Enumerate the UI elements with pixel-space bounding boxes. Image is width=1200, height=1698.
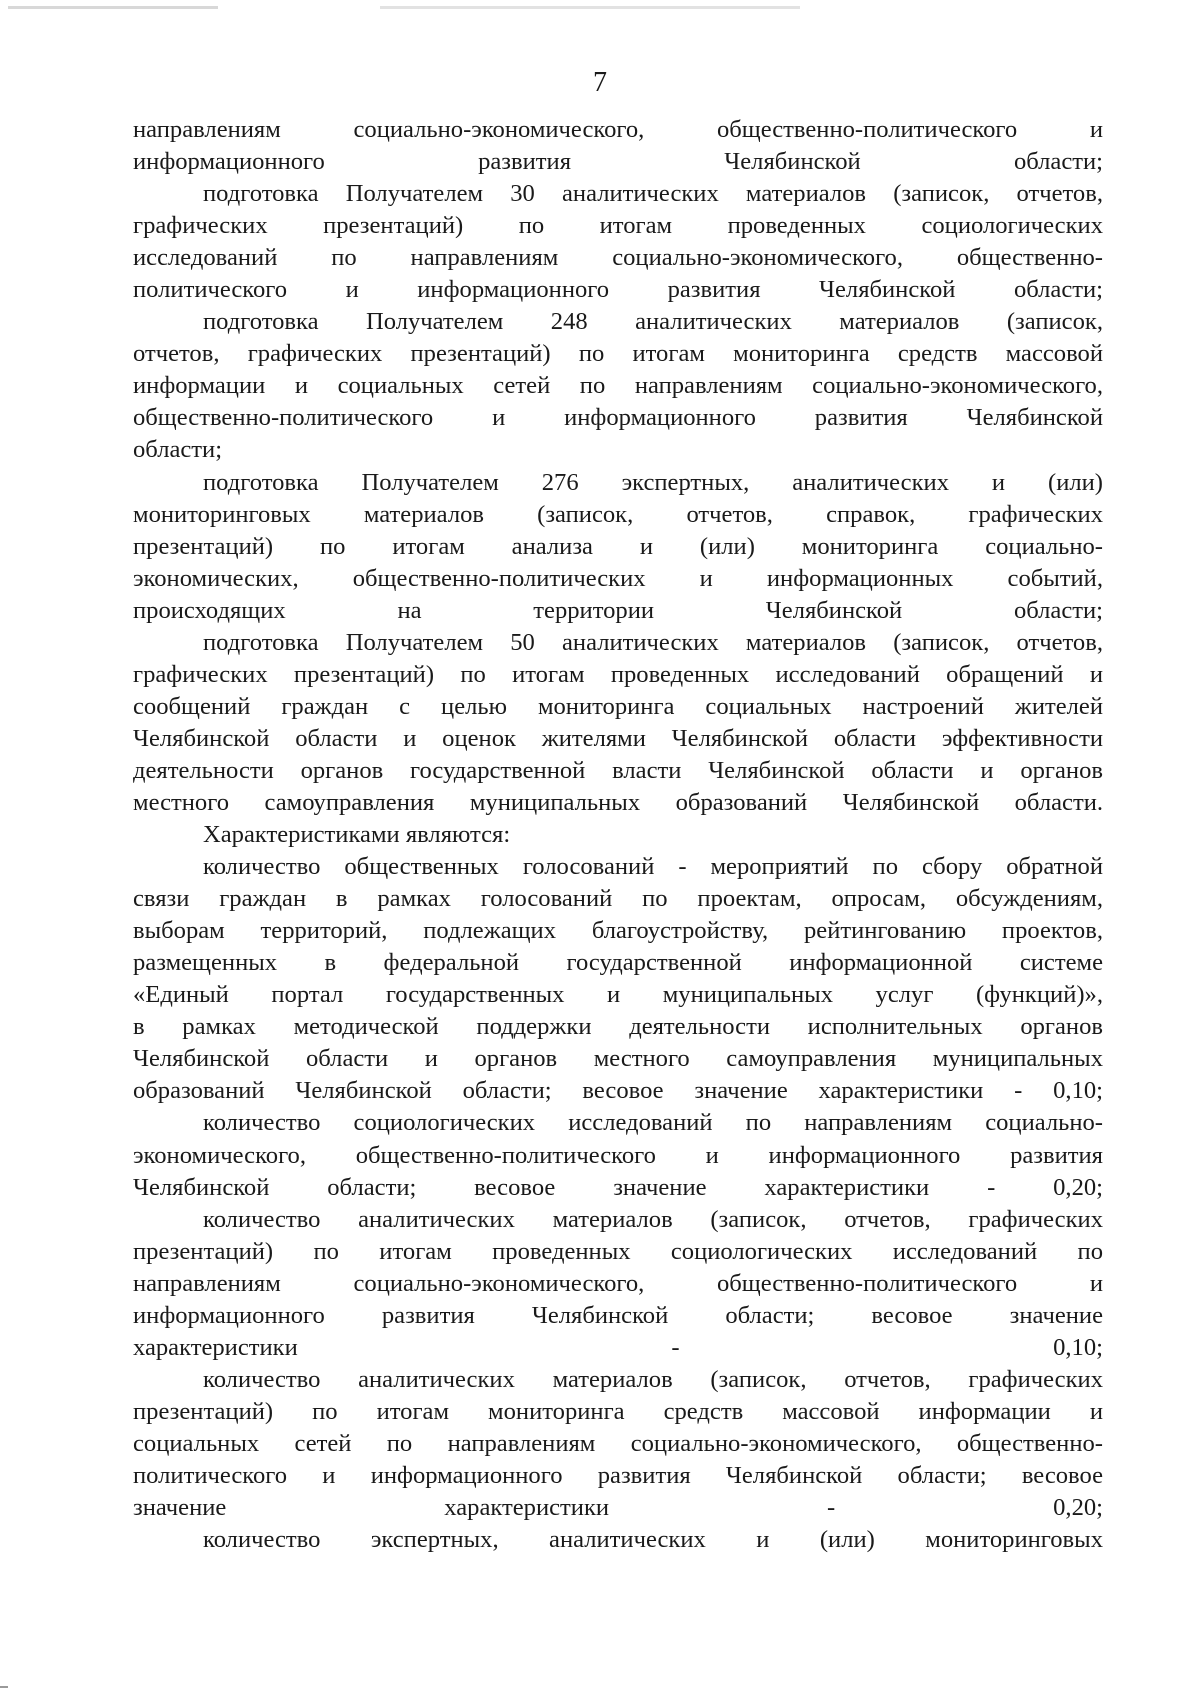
paragraph-continuation [133, 114, 1103, 178]
text-line: подготовка Получателем 248 аналитических материалов (записок, [203, 308, 1103, 336]
text-line: количество социологических исследований по направлениям социально- [203, 1109, 1103, 1137]
text-line: деятельности органов государственной власти Челябинской области и органов [133, 756, 1103, 784]
text-line: количество общественных голосований - мероприятий по сбору обратной [203, 853, 1103, 881]
paragraph-characteristic-expert-materials [133, 1524, 1103, 1556]
text-line: общественно-политического и информационного развития Челябинской [133, 404, 1103, 432]
paragraph-characteristics-heading [133, 819, 1103, 851]
text-line: Характеристиками являются: [203, 821, 511, 849]
text-line: размещенных в федеральной государственной информационной системе [133, 949, 1103, 977]
text-line: графических презентаций) по итогам проведенных социологических [133, 212, 1103, 240]
paragraph-characteristic-votes [133, 851, 1103, 1107]
text-line: области; [133, 436, 223, 464]
text-line: «Единый портал государственных и муниципальных услуг (функций)», [133, 981, 1103, 1009]
text-line: Челябинской области; весовое значение характеристики - 0,20; [133, 1173, 1103, 1201]
text-line: экономического, общественно-политического и информационного развития [133, 1141, 1103, 1169]
paragraph-item-50-materials [133, 627, 1103, 819]
paragraph-characteristic-research-materials [133, 1204, 1103, 1364]
scan-artifact [0, 1686, 8, 1688]
text-line: в рамках методической поддержки деятельности исполнительных органов [133, 1013, 1103, 1041]
paragraph-characteristic-media-materials [133, 1364, 1103, 1524]
text-line: презентаций) по итогам проведенных социологических исследований по [133, 1237, 1103, 1265]
text-line: образований Челябинской области; весовое значение характеристики - 0,10; [133, 1077, 1103, 1105]
paragraph-characteristic-research [133, 1107, 1103, 1203]
text-line: количество экспертных, аналитических и (или) мониторинговых [203, 1526, 1103, 1554]
paragraph-item-30-materials [133, 178, 1103, 306]
text-line: информации и социальных сетей по направлениям социально-экономического, [133, 372, 1103, 400]
text-line: подготовка Получателем 276 экспертных, аналитических и (или) [203, 468, 1103, 496]
text-line: Челябинской области и органов местного самоуправления муниципальных [133, 1045, 1103, 1073]
paragraph-item-248-materials [133, 306, 1103, 466]
text-line: презентаций) по итогам анализа и (или) мониторинга социально- [133, 532, 1103, 560]
text-line: количество аналитических материалов (записок, отчетов, графических [203, 1365, 1103, 1393]
scan-artifact [380, 6, 800, 9]
text-line: политического и информационного развития Челябинской области; весовое [133, 1461, 1103, 1489]
scan-artifact [8, 6, 218, 9]
text-line: направлениям социально-экономического, общественно-политического и [133, 116, 1103, 143]
text-line: направлениям социально-экономического, общественно-политического и [133, 1269, 1103, 1297]
text-line: Челябинской области и оценок жителями Челябинской области эффективности [133, 724, 1103, 752]
text-line: отчетов, графических презентаций) по итогам мониторинга средств массовой [133, 340, 1103, 368]
text-line: экономических, общественно-политических и информационных событий, [133, 564, 1103, 592]
text-line: сообщений граждан с целью мониторинга социальных настроений жителей [133, 692, 1103, 720]
page-number: 7 [593, 67, 607, 98]
text-line: связи граждан в рамках голосований по проектам, опросам, обсуждениям, [133, 885, 1103, 913]
text-line: значение характеристики - 0,20; [133, 1494, 1103, 1522]
text-line: происходящих на территории Челябинской области; [133, 596, 1103, 624]
text-line: подготовка Получателем 50 аналитических материалов (записок, отчетов, [203, 628, 1103, 656]
text-line: мониторинговых материалов (записок, отчетов, справок, графических [133, 500, 1103, 528]
text-line: исследований по направлениям социально-экономического, общественно- [133, 244, 1103, 272]
text-line: социальных сетей по направлениям социально-экономического, общественно- [133, 1429, 1103, 1457]
text-line: информационного развития Челябинской области; [133, 148, 1103, 176]
text-line: местного самоуправления муниципальных образований Челябинской области. [133, 788, 1103, 816]
text-line: графических презентаций) по итогам проведенных исследований обращений и [133, 660, 1103, 688]
text-line: количество аналитических материалов (записок, отчетов, графических [203, 1205, 1103, 1233]
text-line: политического и информационного развития Челябинской области; [133, 276, 1103, 304]
text-line: выборам территорий, подлежащих благоустройству, рейтингованию проектов, [133, 917, 1103, 945]
text-line: презентаций) по итогам мониторинга средств массовой информации и [133, 1397, 1103, 1425]
text-line: характеристики - 0,10; [133, 1333, 1103, 1361]
text-line: подготовка Получателем 30 аналитических материалов (записок, отчетов, [203, 180, 1103, 208]
document-body [133, 114, 1103, 1556]
text-line: информационного развития Челябинской области; весовое значение [133, 1301, 1103, 1329]
paragraph-item-276-materials [133, 467, 1103, 627]
